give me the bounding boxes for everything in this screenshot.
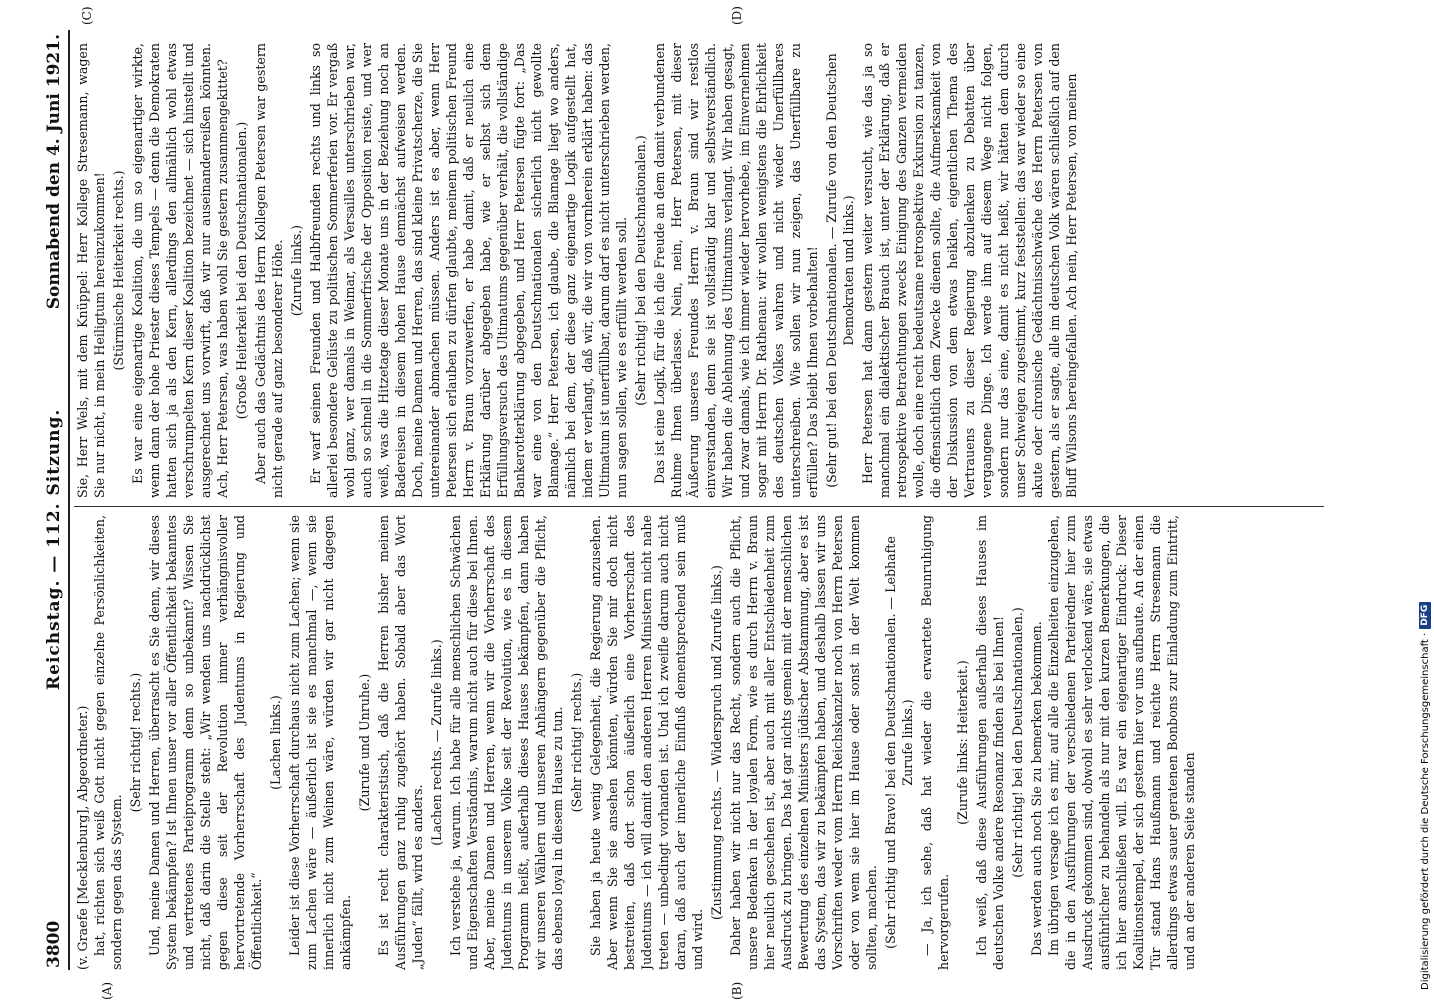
interjection: (Lachen links.) bbox=[268, 695, 283, 790]
paragraph: Es ist recht charakteristisch, daß die Herren bisher meinen Ausführungen ganz ruhig zugehört haben. Sobald aber das Wort „Juden“ fällt, wird es anders. bbox=[376, 515, 425, 970]
document-page bbox=[40, 6, 1330, 1000]
interjection: (Zurufe links: Heiterkeit.) bbox=[955, 660, 970, 825]
interjection: (Sehr richtig! bei den Deutschnationalen.) bbox=[633, 135, 648, 406]
paragraph: Herr Petersen hat dann gestern weiter versucht, wie das ja so manchmal ein dialektischer Brauch ist, unter der Erklärung, daß er retrospektive Betrachtungen zwecks Einigung des Ganzen vermeiden wolle, doch eine recht bedeutsame retrospektive Exkursion zu tanzen, die offensichtlich dem Zwecke dienen sollte, die Aufmerksamkeit von der Diskussion von dem etwas heiklen, eigentlichen Thema des Vertrauens zu dieser Regierung abzulenken zu Debatten über vergangene Dinge. Ich werde ihm auf diesem Wege nicht folgen, sondern nur das eine, damit es nicht heißt, wir hätten dem durch unser Schweigen zugestimmt, kurz feststellen: das war wieder so eine akute oder chronische Gedächtnisschwäche des Herrn Petersen von gestern, als er sagte, alle im deutschen Volk wären schließlich auf den Bluff Wilsons hereingefallen. Ach nein, Herr Petersen, von meinen bbox=[860, 43, 1079, 498]
dfg-logo: DFG bbox=[1419, 602, 1431, 629]
interjection: (Große Heiterkeit bei den Deutschnationalen.) bbox=[234, 121, 249, 420]
interjection: (Sehr richtig! bei den Deutschnationalen.) bbox=[1010, 607, 1025, 878]
paragraph: Ich verstehe ja, warum. Ich habe für alle menschlichen Schwächen und Eigenschaften Verständnis, warum nicht auch für diese bei Ihnen. Aber, meine Damen und Herren, wenn wir die Vorherrschaft des Judentums in unserem Volke seit der Revolution, wie es in diesem Programm heißt, außerhalb dieses Hauses bekämpfen, dann haben wir unseren Wählern und unseren Anhängern gegenüber die Pflicht, das ebenso loyal in diesem Hause zu tun. bbox=[448, 515, 565, 970]
margin-marker-b: (B) bbox=[730, 981, 744, 1000]
column-divider bbox=[74, 506, 1324, 507]
paragraph: — Ja, ich sehe, daß hat wieder die erwartete Beunruhigung hervorgerufen. bbox=[919, 515, 951, 970]
left-column bbox=[74, 515, 1326, 970]
right-column bbox=[74, 43, 1326, 498]
interjection: (Sehr richtig! rechts.) bbox=[569, 672, 584, 813]
page-header bbox=[40, 30, 70, 970]
interjection: (Stürmische Heiterkeit rechts.) bbox=[111, 170, 126, 371]
interjection: (Zurufe und Unruhe.) bbox=[357, 673, 372, 812]
running-title: Reichstag. — 112. Sitzung. bbox=[44, 408, 64, 690]
interjection: (Zurufe links.) bbox=[289, 224, 304, 317]
credit-text: Digitalisierung gefördert durch die Deutsche Forschungsgemeinschaft · bbox=[1419, 632, 1431, 990]
paragraph: Aber auch das Gedächtnis des Herrn Kollegen Petersen war gestern nicht gerade auf ganz besonderer Höhe. bbox=[253, 43, 285, 498]
paragraph: Er warf seinen Freunden und Halbfreunden rechts und links so allerlei besondere Gelüste zu politischen Sommerferien vor. Er vergaß wohl ganz, wer damals in Weimar, als Versailles unterschrieben war, auch so schnell in die Sommerfrische der Opposition reiste, und wer weiß, was die Hitzetage dieser Monate uns in der Beziehung noch an Badereisen in diesem hohen Hause demnächst aufweisen werden. Doch, meine Damen und Herren, das sind kleine Privatscherze, die Sie untereinander abmachen müssen. Anders ist es aber, wenn Herr Petersen sich erlauben zu dürfen glaubte, meinem politischen Freund Herrn v. Braun vorzuwerfen, er habe damit, daß er neulich eine Erklärung darüber abgegeben habe, wie er selbst sich dem Erfüllungsversuch des Ultimatums gegenüber verhält, die vollständige Bankerotterklärung abgegeben, und Herr Petersen fügte fort: „Das war eine von den Deutschnationalen sicherlich nicht gewollte Blamage.“ Herr Petersen, ich glaube, die Blamage liegt wo anders, nämlich bei dem, der diese ganz eigenartige Logik aufgestellt hat, indem er verlangt, daß wir, die wir von vornherein erklärt haben: das Ultimatum ist unerfüllbar, darum darf es nicht unterschrieben werden, nun sagen sollen, wie es erfüllt werden soll. bbox=[308, 43, 629, 498]
interjection: (Sehr richtig und Bravo! bei den Deutschnationalen. — Lebhafte Zurufe links.) bbox=[883, 536, 915, 949]
interjection: (Sehr richtig! rechts.) bbox=[128, 672, 143, 813]
speaker-line: Sie, Herr Wels, mit dem Knüppel: Herr Kollege Stresemann, wagen Sie nur nicht, in mein Heiligtum hereinzukommen! bbox=[75, 43, 107, 498]
paragraph: hat, richten sich weiß Gott nicht gegen einzelne Persönlichkeiten, sondern gegen das System. bbox=[92, 515, 124, 970]
interjection: (Zustimmung rechts. — Widerspruch und Zurufe links.) bbox=[709, 565, 724, 920]
margin-marker-a: (A) bbox=[100, 981, 114, 1000]
margin-marker-d: (D) bbox=[730, 6, 744, 25]
interjection: (Sehr gut! bei den Deutschnationalen. — Zurufe von den Deutschen Demokraten und links.) bbox=[824, 53, 856, 488]
digitization-credit bbox=[1418, 0, 1432, 990]
paragraph: Es war eine eigenartige Koalition, die um so eigenartiger wirkte, wenn dann der hohe Priester dieses Tempels — denn die Demokraten hatten sich ja als den Kern, allerdings den allmählich wohl etwas verschrumpelten Kern dieser Koalition bezeichnet — sich hinstellt und ausgerechnet uns vorwirft, daß wir nur auseinanderreißen könnten. Ach, Herr Petersen, was haben wohl Sie gestern zusammengekittet? bbox=[130, 43, 230, 498]
paragraph: Ich weiß, daß diese Ausführungen außerhalb dieses Hauses im deutschen Volke andere Resonanz finden als bei Ihnen! bbox=[974, 515, 1006, 970]
margin-marker-c: (C) bbox=[80, 6, 94, 25]
interjection: (Lachen rechts. — Zurufe links.) bbox=[429, 639, 444, 846]
paragraph: Im übrigen versage ich es mir, auf alle die Einzelheiten einzugehen, die in den Ausführungen der verschiedenen Parteiredner hier zum Ausdruck gekommen sind, obwohl es sehr verlockend wäre, sie etwas ausführlicher zu behandeln als nur mit den kurzen Bemerkungen, die ich hier anschließen will. Es war ein eigenartiger Eindruck: Dieser Koalitionstempel, der sich gestern hier vor uns aufbaute. An der einen Tür stand Hans Haußmann und reichte Herrn Stresemann die allerdings etwas sauer geratenen Bonbons zur Einladung zum Eintritt, und an der anderen Seite standen bbox=[1046, 515, 1197, 970]
paragraph: Leider ist diese Vorherrschaft durchaus nicht zum Lachen; wenn sie zum Lachen wäre — äußerlich ist sie es manchmal —, wenn sie innerlich nicht zum Weinen wäre, würden wir gar nicht dagegen ankämpfen. bbox=[287, 515, 353, 970]
paragraph: Das ist eine Logik, für die ich die Freude an dem damit verbundenen Ruhme Ihnen überlasse. Nein, nein, Herr Petersen, mit dieser Äußerung unseres Freundes Herrn v. Braun sind wir restlos einverstanden, denn sie ist vollständig klar und selbstverständlich. Wir haben die Ablehnung des Ultimatums verlangt. Wir haben gesagt, und zwar damals, wie ich immer wieder hervorhebe, im Einvernehmen sogar mit Herrn Dr. Rathenau: wir wollen wenigstens die Ehrlichkeit des deutschen Volkes wahren und nicht wieder Unerfüllbares unterschreiben. Wie sollen wir nun zeigen, das Unerfüllbare zu erfüllen? Das bleibt Ihnen vorbehalten! bbox=[652, 43, 820, 498]
session-date: Sonnabend den 4. Juni 1921. bbox=[44, 34, 64, 310]
page-number: 3800 bbox=[44, 920, 64, 968]
paragraph: Und, meine Damen und Herren, überrascht es Sie denn, wir dieses System bekämpfen? Ist Ihnen unser vor aller Öffentlichkeit bekanntes und vertretenes Parteiprogramm denn so unbekannt? Wissen Sie nicht, daß darin die Stelle steht: „Wir wenden uns nachdrücklichst gegen diese seit der Revolution immer verhängnisvoller hervortretende Vorherrschaft des Judentums in Regierung und Öffentlichkeit.“ bbox=[147, 515, 264, 970]
paragraph: Das werden auch noch Sie zu bemerken bekommen. bbox=[1029, 621, 1044, 956]
paragraph: Sie haben ja heute wenig Gelegenheit, die Regierung anzusehen. Aber wenn Sie sie ansehen könnten, würden Sie mir doch nicht bestreiten, daß dort schon äußerlich eine Vorherrschaft des Judentums — ich will damit den anderen Herren Ministern nicht nahe treten — unbedingt vorhanden ist. Und ich zweifle darum auch nicht daran, daß auch der innerliche Einfluß dementsprechend sein muß und wird. bbox=[588, 515, 705, 970]
speaker-line: (v. Graefe [Mecklenburg], Abgeordneter.) bbox=[75, 705, 90, 970]
paragraph: Daher haben wir nicht nur das Recht, sondern auch die Pflicht, unsere Bedenken in der loyalen Form, wie es durch Herrn v. Braun hier neulich geschehen ist, aber auch mit aller Entschiedenheit zum Ausdruck zu bringen. Das hat gar nichts gemein mit der menschlichen Bewertung des einzelnen Ministers jüdischer Abstammung, aber es ist das System, das wir zu bekämpfen haben, und deshalb lassen wir uns Vorschriften weder vom Herrn Reichskanzler noch von Herrn Petersen oder von wem sie hier im Hause oder sonst in der Welt kommen sollten, machen. bbox=[728, 515, 879, 970]
